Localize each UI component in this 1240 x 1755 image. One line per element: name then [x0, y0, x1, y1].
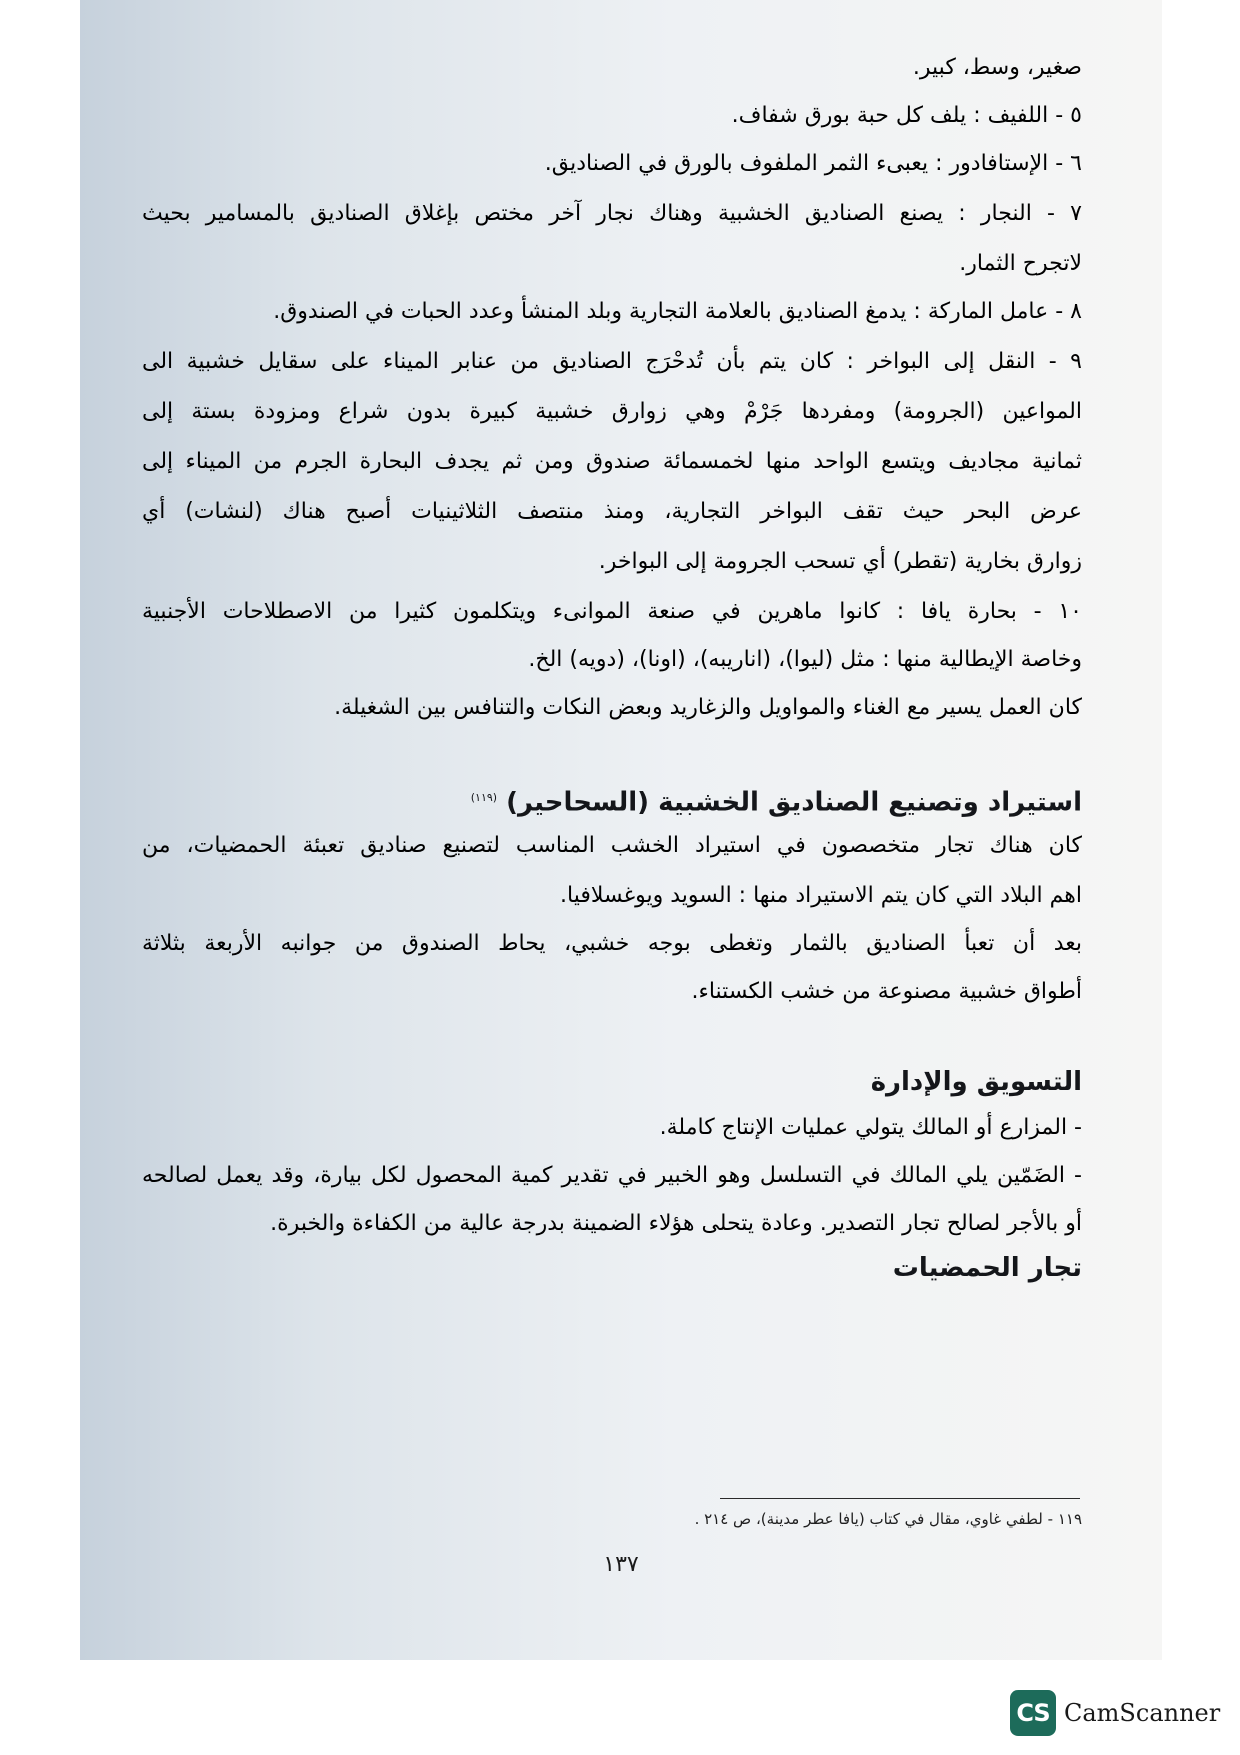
- document-page: [80, 0, 1162, 1660]
- text-line: - الضَمّين يلي المالك في التسلسل وهو الخبير في تقدير كمية المحصول لكل بيارة، وقد يعمل لصالحه: [142, 1163, 1082, 1188]
- text-line: ١٠ - بحارة يافا : كانوا ماهرين في صنعة الموانىء ويتكلمون كثيرا من الاصطلاحات الأجنبية: [142, 599, 1082, 624]
- page-number: ١٣٧: [603, 1552, 639, 1577]
- text-line: ثمانية مجاديف ويتسع الواحد منها لخمسمائة صندوق ومن ثم يجدف البحارة الجرم من الميناء إلى: [142, 449, 1082, 474]
- camscanner-label: CamScanner: [1064, 1699, 1221, 1727]
- text-line: عرض البحر حيث تقف البواخر التجارية، ومنذ منتصف الثلاثينيات أصبح هناك (لنشات) أي: [142, 499, 1082, 524]
- text-line: كان العمل يسير مع الغناء والمواويل والزغاريد وبعض النكات والتنافس بين الشغيلة.: [334, 695, 1082, 720]
- section-heading: [471, 780, 1082, 821]
- footnote: ١١٩ - لطفي غاوي، مقال في كتاب (يافا عطر مدينة)، ص ٢١٤ .: [694, 1510, 1082, 1528]
- camscanner-watermark: [1010, 1690, 1220, 1736]
- text-line: المواعين (الجرومة) ومفردها جَرْمْ وهي زوارق خشبية كبيرة بدون شراع ومزودة بستة إلى: [142, 399, 1082, 424]
- footnote-ref: (١١٩): [470, 791, 498, 804]
- text-line: ٩ - النقل إلى البواخر : كان يتم بأن تُدحْرَج الصناديق من عنابر الميناء على سقايل خشبية الى: [142, 349, 1082, 374]
- text-line: لاتجرح الثمار.: [959, 251, 1082, 276]
- section-heading: تجار الحمضيات: [892, 1253, 1082, 1283]
- text-line: ٥ - اللفيف : يلف كل حبة بورق شفاف.: [731, 103, 1082, 128]
- text-line: ٨ - عامل الماركة : يدمغ الصناديق بالعلامة التجارية وبلد المنشأ وعدد الحبات في الصندوق.: [273, 299, 1082, 324]
- text-line: - المزارع أو المالك يتولي عمليات الإنتاج كاملة.: [659, 1115, 1082, 1140]
- text-line: اهم البلاد التي كان يتم الاستيراد منها : السويد ويوغسلافيا.: [560, 883, 1082, 908]
- text-line: ٦ - الإستافادور : يعبىء الثمر الملفوف بالورق في الصناديق.: [544, 151, 1082, 176]
- text-line: زوارق بخارية (تقطر) أي تسحب الجرومة إلى البواخر.: [598, 549, 1082, 574]
- camscanner-logo-icon: CS: [1010, 1690, 1056, 1736]
- text-line: وخاصة الإيطالية منها : مثل (ليوا)، (اناريبه)، (اونا)، (دويه) الخ.: [528, 647, 1082, 672]
- section-heading: التسويق والإدارة: [870, 1067, 1082, 1097]
- text-line: ٧ - النجار : يصنع الصناديق الخشبية وهناك نجار آخر مختص بإغلاق الصناديق بالمسامير بحيث: [142, 201, 1082, 226]
- text-line: أو بالأجر لصالح تجار التصدير. وعادة يتحلى هؤلاء الضمينة بدرجة عالية من الكفاءة والخبرة.: [270, 1211, 1082, 1236]
- footnote-divider: [720, 1498, 1080, 1499]
- heading-text: استيراد وتصنيع الصناديق الخشبية (السحاحير): [506, 787, 1082, 818]
- text-line: كان هناك تجار متخصصون في استيراد الخشب المناسب لتصنيع صناديق تعبئة الحمضيات، من: [142, 833, 1082, 858]
- text-line: أطواق خشبية مصنوعة من خشب الكستناء.: [691, 979, 1082, 1004]
- text-line: صغير، وسط، كبير.: [912, 55, 1082, 80]
- text-line: بعد أن تعبأ الصناديق بالثمار وتغطى بوجه خشبي، يحاط الصندوق من جوانبه الأربعة بثلاثة: [142, 931, 1082, 956]
